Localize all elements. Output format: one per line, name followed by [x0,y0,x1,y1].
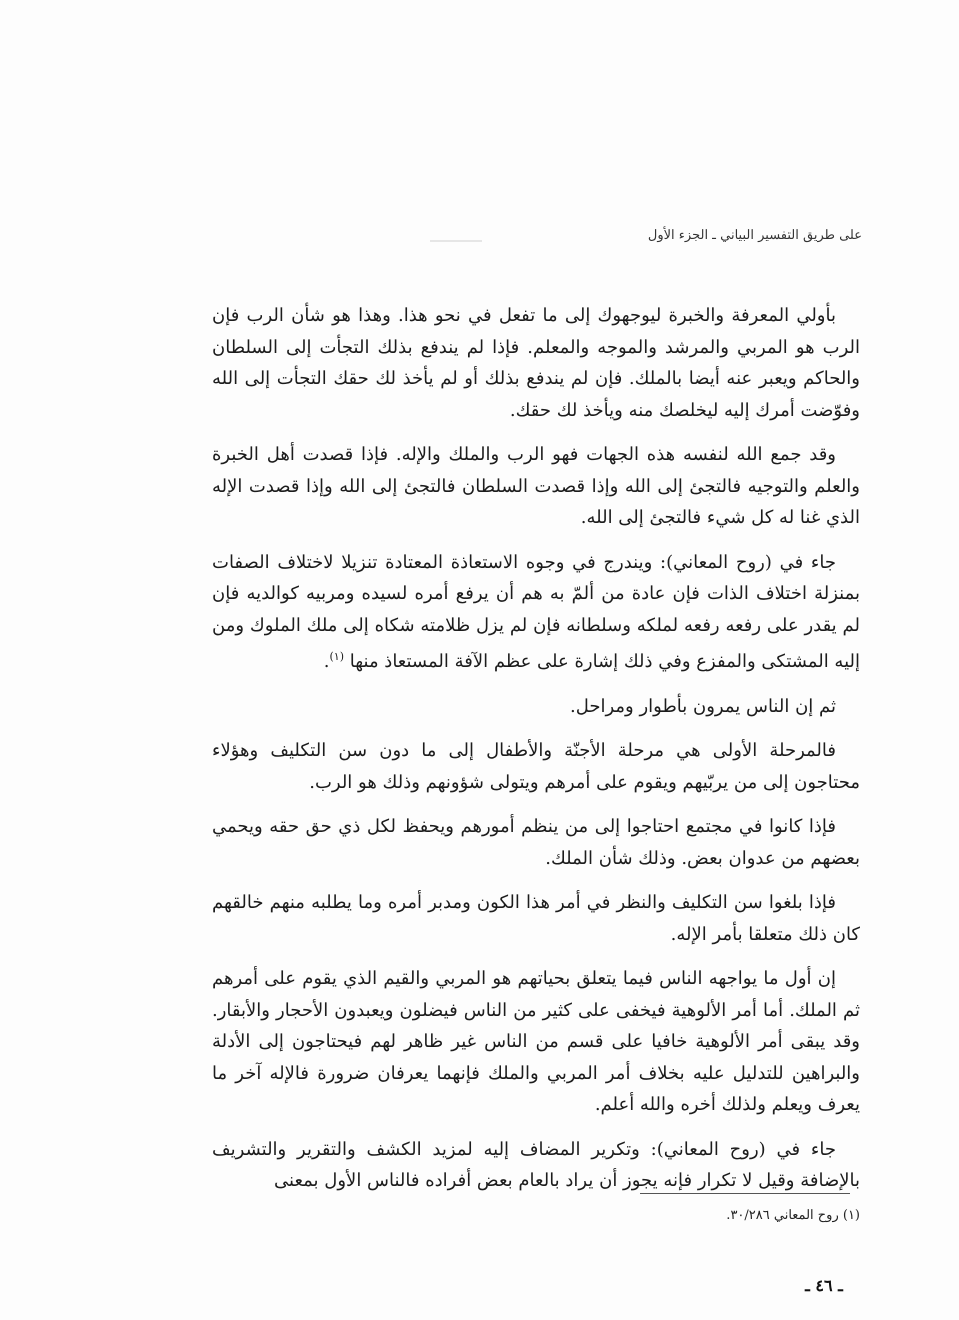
page-number: ـ ٤٦ ـ [805,1276,843,1295]
footnote-reference[interactable]: (١) [329,650,344,663]
paragraph-text: جاء في (روح المعاني): ويندرج في وجوه الاستعاذة المعتادة تنزيلا لاختلاف الصفات بمنزلة اختلاف الذات فإن عادة من ألمّ به هم أن يرفع أمره لسيده ومربيه كوالديه فإن لم يقدر على رفعه رفعه لملكه وسلطانه فإن لم يزل ظلامته شكاه إلى ملك الملوك ومن إليه المشتكى والمفزع وفي ذلك إشارة على عظم الآفة المستعاذ منها [212,551,860,672]
paragraph: فإذا بلغوا سن التكليف والنظر في أمر هذا الكون ومدبر أمره وما يطلبه منهم خالقهم كان ذلك متعلقا بأمر الإله. [212,892,860,945]
running-header: على طريق التفسير البياني ـ الجزء الأول [647,228,862,243]
paragraph: ثم إن الناس يمرون بأطوار ومراحل. [569,695,836,717]
body-text [212,300,860,1197]
paragraph: بأولي المعرفة والخبرة ليوجهوك إلى ما تفعل في نحو هذا. وهذا هو شأن الرب فإن الرب هو المربي والمرشد والموجه والمعلم. فإذا لم يندفع بذلك التجأت إلى السلطان والحاكم ويعبر عنه أيضا بالملك. فإن لم يندفع بذلك أو لم يأخذ لك حقك التجأت إلى الله وفوّضت أمرك إليه ليخلصك منه ويأخذ لك حقك. [212,305,860,421]
paragraph: فإذا كانوا في مجتمع احتاجوا إلى من ينظم أمورهم ويحفظ لكل ذي حق حقه ويحمي بعضهم من عدوان بعض. وذلك شأن الملك. [212,816,860,869]
paragraph: جاء في (روح المعاني): وتكرير المضاف إليه لمزيد الكشف والتقرير والتشريف بالإضافة وقيل لا تكرار فإنه يجوز أن يراد بالعام بعض أفراده فالناس الأول بمعنى [212,1138,860,1191]
footnote-divider [640,1193,850,1194]
paragraph: جاء في (روح المعاني): ويندرج في وجوه الاستعاذة المعتادة تنزيلا لاختلاف الصفات بمنزلة اختلاف الذات فإن عادة من ألمّ به هم أن يرفع أمره لسيده ومربيه كوالديه فإن لم يقدر على رفعه رفعه لملكه وسلطانه فإن لم يزل ظلامته شكاه إلى ملك الملوك ومن إليه المشتكى والمفزع وفي ذلك إشارة على عظم الآفة المستعاذ منها $^{(١)}$. [212,551,860,672]
header-ornament [430,240,482,242]
paragraph: فالمرحلة الأولى هي مرحلة الأجنّة والأطفال إلى ما دون سن التكليف وهؤلاء محتاجون إلى من يربّيهم ويقوم على أمرهم ويتولى شؤونهم وذلك هو الرب. [212,740,860,793]
footnote: (١) روح المعاني ٣٠/٢٨٦. [726,1208,860,1223]
paragraph: إن أول ما يواجهه الناس فيما يتعلق بحياتهم هو المربي والقيم الذي يقوم على أمرهم ثم الملك. أما أمر الألوهية فيخفى على كثير من الناس فيضلون ويعبدون الأحجار والأبقار. وقد يبقى أمر الألوهية خافيا على قسم من الناس غير ظاهر لهم فيحتاجون إلى الأدلة والبراهين للتدليل عليه بخلاف أمر المربي والملك فإنهما يعرفان ضرورة فالإله آخر ما يعرف ويعلم ولذلك أخره والله أعلم. [212,968,860,1115]
paragraph: وقد جمع الله لنفسه هذه الجهات فهو الرب والملك والإله. فإذا قصدت أهل الخبرة والعلم والتوجيه فالتجئ إلى الله وإذا قصدت السلطان فالتجئ إلى الله وإذا قصدت الإله الذي غنا له كل شيء فالتجئ إلى الله. [212,444,860,528]
